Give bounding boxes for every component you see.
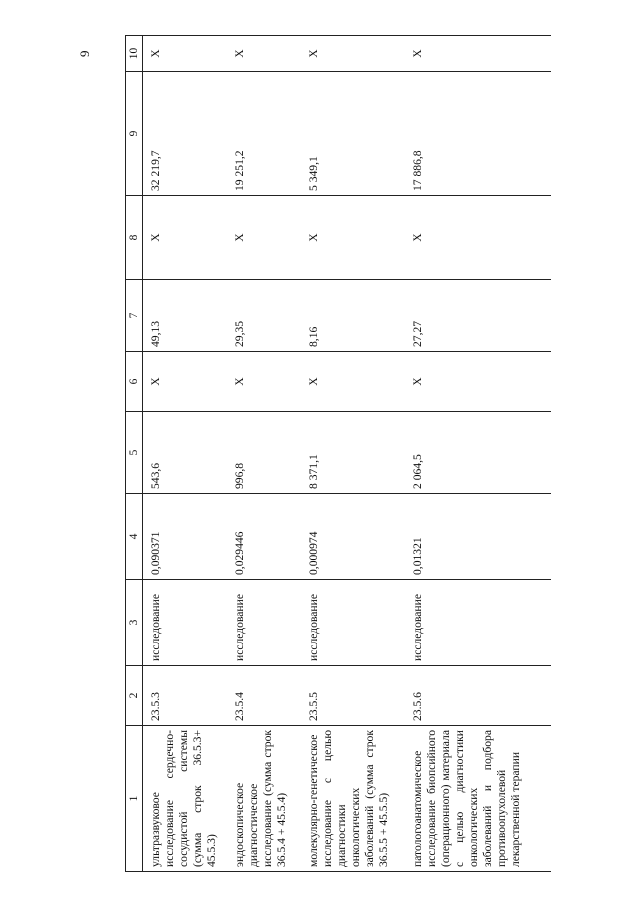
column-header: 5 [126,412,143,494]
row-code: 23.5.3 [143,666,227,726]
column-header: 4 [126,494,143,580]
column-header: 8 [126,196,143,280]
row-cost: 543,6 [143,412,227,494]
row-col7: 27,27 [405,280,551,352]
row-name: ультразвуковое исследование сердечно-сосудистой системы (сумма строк 36.5.3+ 45.5.3) [143,726,227,872]
row-col7: 8,16 [301,280,405,352]
row-col10: X [227,36,301,72]
row-code: 23.5.4 [227,666,301,726]
row-col6: X [301,352,405,412]
row-col10: X [143,36,227,72]
data-table [125,35,551,872]
column-header: 1 [126,726,143,872]
row-col10: X [405,36,551,72]
column-header: 9 [126,72,143,196]
column-header: 7 [126,280,143,352]
row-unit: исследование [301,580,405,666]
row-unit: исследование [227,580,301,666]
row-col8: X [227,196,301,280]
row-name: патологоанатомическое исследование биопсийного (операционного) материала с целью диагностики онкологических заболеваний и подбора противоопухолевой лекарственной терапии [405,726,551,872]
row-col8: X [301,196,405,280]
column-header: 3 [126,580,143,666]
column-header: 2 [126,666,143,726]
row-col6: X [143,352,227,412]
row-norm: 0,029446 [227,494,301,580]
column-header: 6 [126,352,143,412]
row-norm: 0,000974 [301,494,405,580]
row-col6: X [405,352,551,412]
row-col9: 17 886,8 [405,72,551,196]
row-name: молекулярно-генетическое исследование с целью диагностики онкологических заболеваний (сумма строк 36.5.5 + 45.5.5) [301,726,405,872]
row-name: эндоскопическое диагностическое исследование (сумма строк 36.5.4 + 45.5.4) [227,726,301,872]
row-unit: исследование [405,580,551,666]
column-header: 10 [126,36,143,72]
row-code: 23.5.6 [405,666,551,726]
row-col6: X [227,352,301,412]
row-cost: 2 064,5 [405,412,551,494]
row-cost: 996,8 [227,412,301,494]
row-cost: 8 371,1 [301,412,405,494]
table-row [301,36,405,872]
row-col7: 49,13 [143,280,227,352]
row-norm: 0,090371 [143,494,227,580]
rotated-table-frame [77,32,613,872]
row-col7: 29,35 [227,280,301,352]
header-row [126,36,143,872]
row-code: 23.5.5 [301,666,405,726]
page-number: 9 [77,50,92,57]
row-col9: 19 251,2 [227,72,301,196]
row-unit: исследование [143,580,227,666]
table-row [227,36,301,872]
row-norm: 0,01321 [405,494,551,580]
table-row [405,36,551,872]
row-col9: 5 349,1 [301,72,405,196]
row-col8: X [143,196,227,280]
table-row [143,36,227,872]
row-col9: 32 219,7 [143,72,227,196]
row-col8: X [405,196,551,280]
row-col10: X [301,36,405,72]
